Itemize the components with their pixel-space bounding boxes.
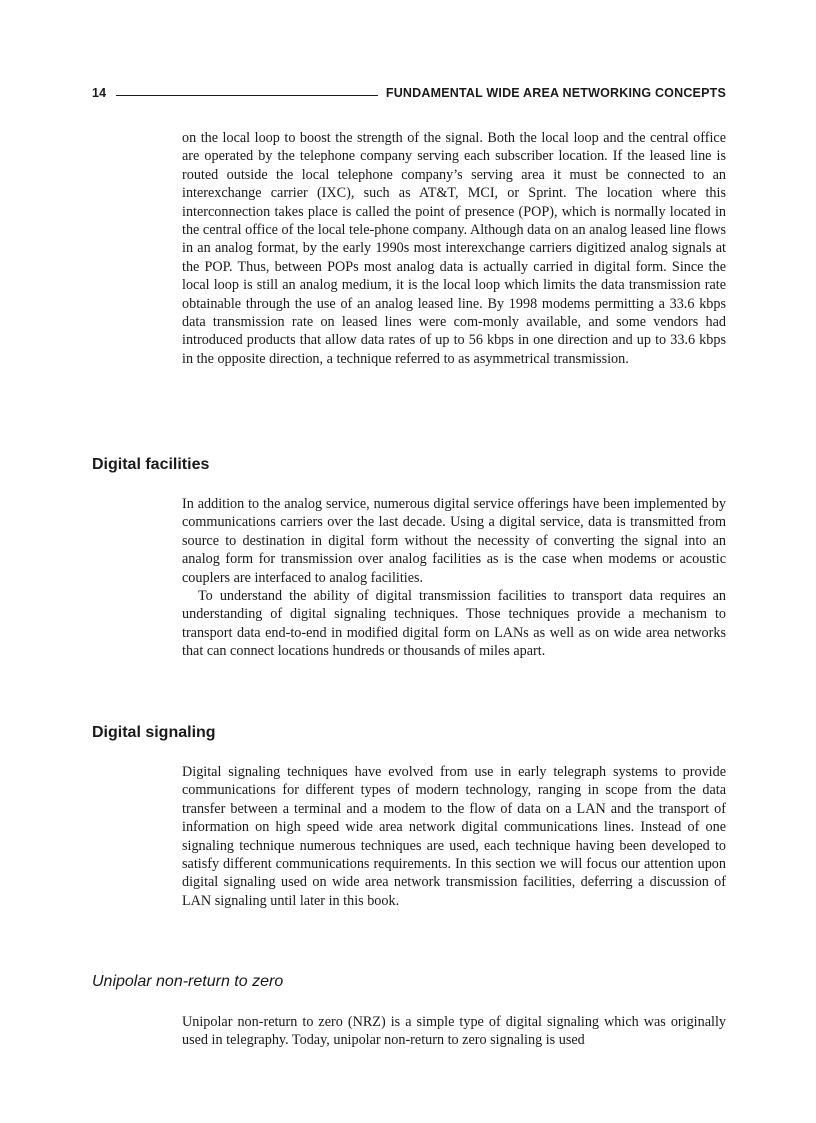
header-rule [116,95,378,96]
digital-facilities-text-block [182,495,726,661]
running-head [92,86,726,102]
digital-signaling-text-block [182,763,726,910]
body-paragraph: To understand the ability of digital transmission facilities to transport data requires an understanding of digital signaling techniques. Those techniques provide a mechanism to transport data end-to-end in modified digital form on LANs as well as on wide area networks that can connect locations hundreds or thousands of miles apart. [182,588,726,660]
section-heading-digital-signaling: Digital signaling [92,724,216,741]
section-heading-digital-facilities: Digital facilities [92,456,210,473]
subsection-heading-unipolar-nrz: Unipolar non-return to zero [92,973,284,990]
body-paragraph: Digital signaling techniques have evolved from use in early telegraph systems to provide communications for different types of modern technology, ranging in scope from the data transfer between a terminal and a modem to the flow of data on a LAN and the transport of information on high speed wide area network digital communications lines. Instead of one signaling technique numerous techniques are used, each technique having been developed to satisfy different communications requirements. In this section we will focus our attention upon digital signaling used on wide area network transmission facilities, deferring a discussion of LAN signaling until later in this book. [182,764,726,909]
intro-text-block [182,129,726,368]
page-number: 14 [92,86,107,100]
unipolar-nrz-text-block [182,1013,726,1050]
running-title: FUNDAMENTAL WIDE AREA NETWORKING CONCEPTS [385,86,726,100]
intro-paragraph: on the local loop to boost the strength of the signal. Both the local loop and the central office are operated by the telephone company serving each subscriber location. If the leased line is routed outside the local telephone company’s serving area it must be connected to an interexchange carrier (IXC), such as AT&T, MCI, or Sprint. The location where this interconnection takes place is called the point of presence (POP), which is normally located in the central office of the local tele-phone company. Although data on an analog leased line flows in an analog format, by the early 1990s most interexchange carriers digitized analog signals at the POP. Thus, between POPs most analog data is actually carried in digital form. Since the local loop is still an analog medium, it is the local loop which limits the data transmission rate obtainable through the use of an analog leased line. By 1998 modems permitting a 33.6 kbps data transmission rate on leased lines were com-monly available, and some vendors had introduced products that allow data rates of up to 56 kbps in one direction and up to 33.6 kbps in the opposite direction, a technique referred to as asymmetrical transmission. [182,130,726,367]
body-paragraph: In addition to the analog service, numerous digital service offerings have been implemented by communications carriers over the last decade. Using a digital service, data is transmitted from source to destination in digital form without the necessity of converting the signal into an analog form for transmission over analog facilities as is the case when modems or acoustic couplers are interfaced to analog facilities. [182,496,726,586]
body-paragraph: Unipolar non-return to zero (NRZ) is a simple type of digital signaling which was originally used in telegraphy. Today, unipolar non-return to zero signaling is used [182,1014,726,1049]
